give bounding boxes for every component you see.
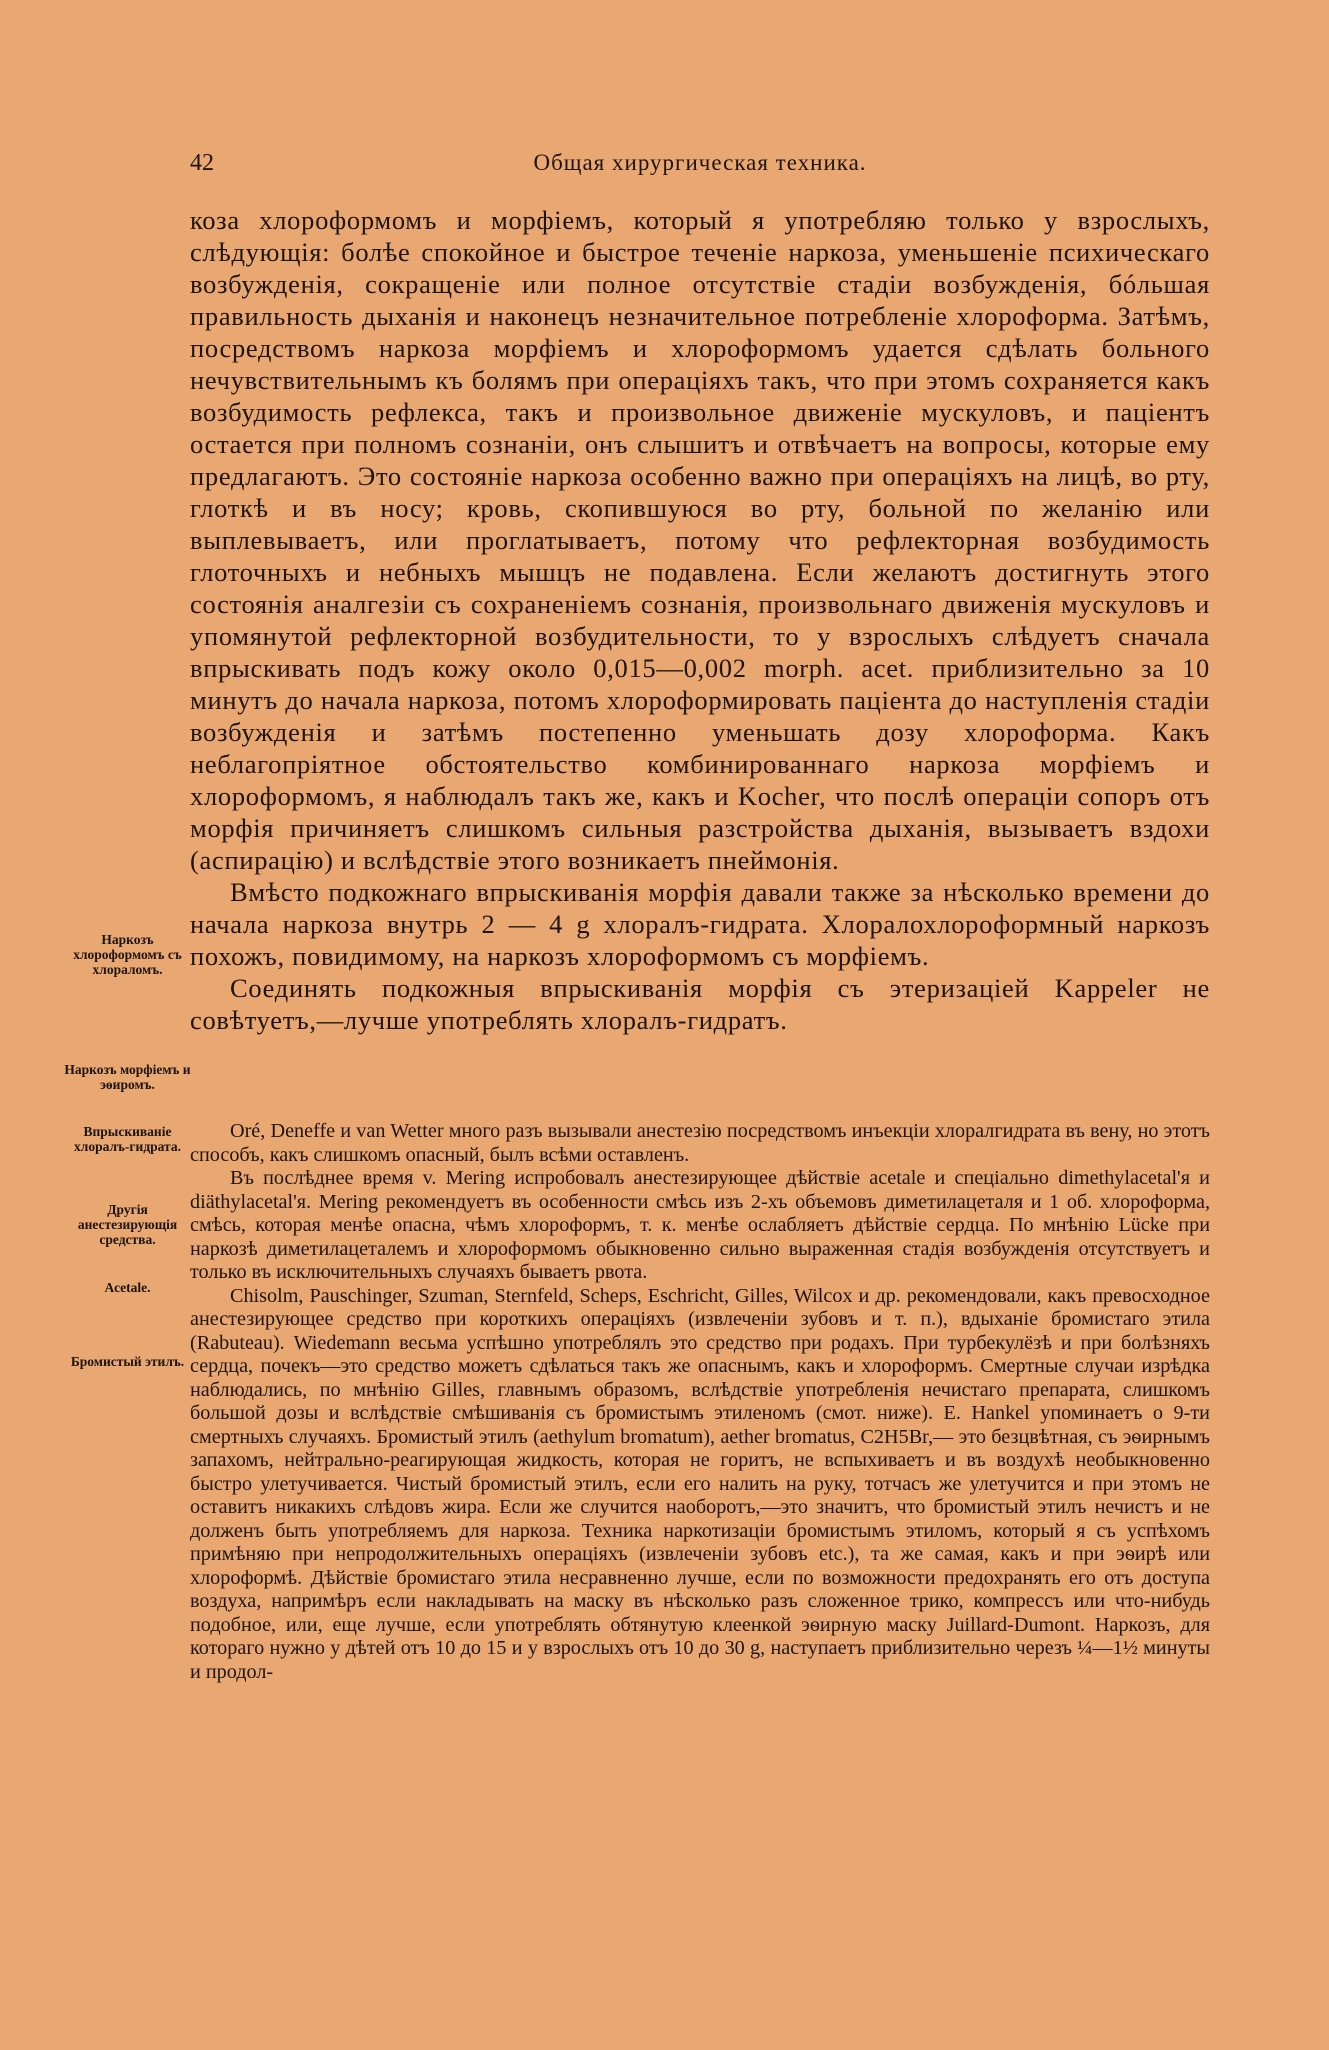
page-header (190, 150, 1210, 180)
margin-note: Впрыскиваніе хлоралъ-гидрата. (74, 1124, 181, 1154)
paragraph: Вмѣсто подкожнаго впрыскиванія морфія давали также за нѣсколько времени до начала наркоза внутрь 2 — 4 g хлоралъ-гидрата. Хлоралохлороформный наркозъ похожъ, повидимому, на наркозъ хлороформомъ съ морфіемъ. (190, 877, 1210, 971)
margin-note: Бромистый этилъ. (70, 1354, 185, 1369)
page-number: 42 (190, 150, 214, 176)
margin-note: Наркозъ морфіемъ и эѳиромъ. (64, 1062, 191, 1092)
main-text-small (190, 1120, 1210, 1684)
paragraph: Соединять подкожныя впрыскиванія морфія съ этеризаціей Kappeler не совѣтуетъ,—лучше употреблять хлоралъ-гидратъ. (190, 973, 1210, 1035)
paragraph: коза хлороформомъ и морфіемъ, который я употребляю только у взрослыхъ, слѣдующія: болѣе спокойное и быстрое теченіе наркоза, уменьшеніе психическаго возбужденія, сокращеніе или полное отсутствіе стадіи возбужденія, бóльшая правильность дыханія и наконецъ незначительное потребленіе хлороформа. Затѣмъ, посредствомъ наркоза морфіемъ и хлороформомъ удается сдѣлать больного нечувствительнымъ къ болямъ при операціяхъ такъ, что при этомъ сохраняется какъ возбудимость рефлекса, такъ и произвольное движеніе мускуловъ, и паціентъ остается при полномъ сознаніи, онъ слышитъ и отвѣчаетъ на вопросы, которые ему предлагаютъ. Это состояніе наркоза особенно важно при операціяхъ на лицѣ, во рту, глоткѣ и въ носу; кровь, скопившуюся во рту, больной по желанію или выплевываетъ, или проглатываетъ, потому что рефлекторная возбудимость глоточныхъ и небныхъ мышцъ не подавлена. Если желаютъ достигнуть этого состоянія аналгезіи съ сохраненіемъ сознанія, произвольнаго движенія мускуловъ и упомянутой рефлекторной возбудительности, то у взрослыхъ слѣдуетъ сначала впрыскивать подъ кожу около 0,015—0,002 morph. acet. приблизительно за 10 минутъ до начала наркоза, потомъ хлороформировать паціента до наступленія стадіи возбужденія и затѣмъ постепенно уменьшать дозу хлороформа. Какъ неблагопріятное обстоятельство комбинированнаго наркоза морфіемъ и хлороформомъ, я наблюдалъ такъ же, какъ и Kocher, что послѣ операціи сопоръ отъ морфія причиняетъ слишкомъ сильныя разстройства дыханія, вызываетъ вздохи (аспирацію) и вслѣдствіе этого возникаетъ пнеймонія. (190, 205, 1210, 875)
running-title: Общая хирургическая техника. (533, 150, 867, 175)
paragraph: Oré, Deneffe и van Wetter много разъ вызывали анестезію посредствомъ инъекціи хлоралгидрата въ вену, но этотъ способъ, какъ слишкомъ опасный, былъ всѣми оставленъ. (190, 1120, 1210, 1166)
paragraph: Въ послѣднее время v. Mering испробовалъ анестезирующее дѣйствіе acetale и спеціально dimethylacetal'я и diäthylacetal'я. Mering рекомендуетъ въ особенности смѣсь изъ 2-хъ объемовъ диметилацеталя и 1 об. хлороформа, смѣсь, которая менѣе опасна, чѣмъ хлороформъ, т. к. менѣе ослабляетъ дѣйствіе сердца. По мнѣнію Lücke при наркозѣ диметилацеталемъ и хлороформомъ обыкновенно сильно выраженная стадія возбужденія отсутствуетъ и только въ исключительныхъ случаяхъ бываетъ рвота. (190, 1167, 1210, 1283)
margin-note: Другія анестезирующія средства. (77, 1202, 178, 1247)
paragraph: Chisolm, Pauschinger, Szuman, Sternfeld, Scheps, Eschricht, Gilles, Wilcox и др. рекомендовали, какъ превосходное анестезирующее средство при короткихъ операціяхъ (извлеченіи зубовъ и т. п.), вдыханіе бромистаго этила (Rabuteau). Wiedemann весьма успѣшно употреблялъ это средство при родахъ. При турбекулёзѣ и при болѣзняхъ сердца, почекъ—это средство можетъ сдѣлаться такъ же опаснымъ, какъ и хлороформъ. Смертные случаи изрѣдка наблюдались, по мнѣнію Gilles, главнымъ образомъ, вслѣдствіе употребленія нечистаго препарата, слишкомъ большой дозы и вслѣдствіе смѣшиванія съ бромистымъ этиленомъ (смот. ниже). E. Hankel упоминаетъ о 9-ти смертныхъ случаяхъ. Бромистый этилъ (aethylum bromatum), aether bromatus, C2H5Br,— это безцвѣтная, съ эѳирнымъ запахомъ, нейтрально-реагирующая жидкость, которая не горитъ, не вспыхиваетъ и въ воздухѣ необыкновенно быстро улетучивается. Чистый бромистый этилъ, если его налить на руку, тотчасъ же улетучится и при этомъ не оставитъ никакихъ слѣдовъ жира. Если же случится наоборотъ,—это значитъ, что бромистый этилъ нечистъ и не долженъ быть употребляемъ для наркоза. Техника наркотизаціи бромистымъ этиломъ, который я съ успѣхомъ примѣняю при непродолжительныхъ операціяхъ (извлеченіи зубовъ etc.), та же самая, какъ и при эѳирѣ или хлороформѣ. Дѣйствіе бромистаго этила несравненно лучше, если по возможности предохранять его отъ доступа воздуха, напримѣръ если накладывать на маску въ нѣсколько разъ сложенное трико, компрессъ или что-нибудь подобное, или, еще лучше, если употреблять обтянутую клеенкой эѳирную маску Juillard-Dumont. Наркозъ, для котораго нужно у дѣтей отъ 10 до 15 и у взрослыхъ отъ 10 до 30 g, наступаетъ приблизительно черезъ ¼—1½ минуты и продол- (190, 1284, 1210, 1683)
main-text-large (190, 204, 1210, 1036)
margin-note: Наркозъ хлороформомъ съ хлораломъ. (73, 932, 182, 977)
margin-note: Acetale. (104, 1280, 151, 1295)
